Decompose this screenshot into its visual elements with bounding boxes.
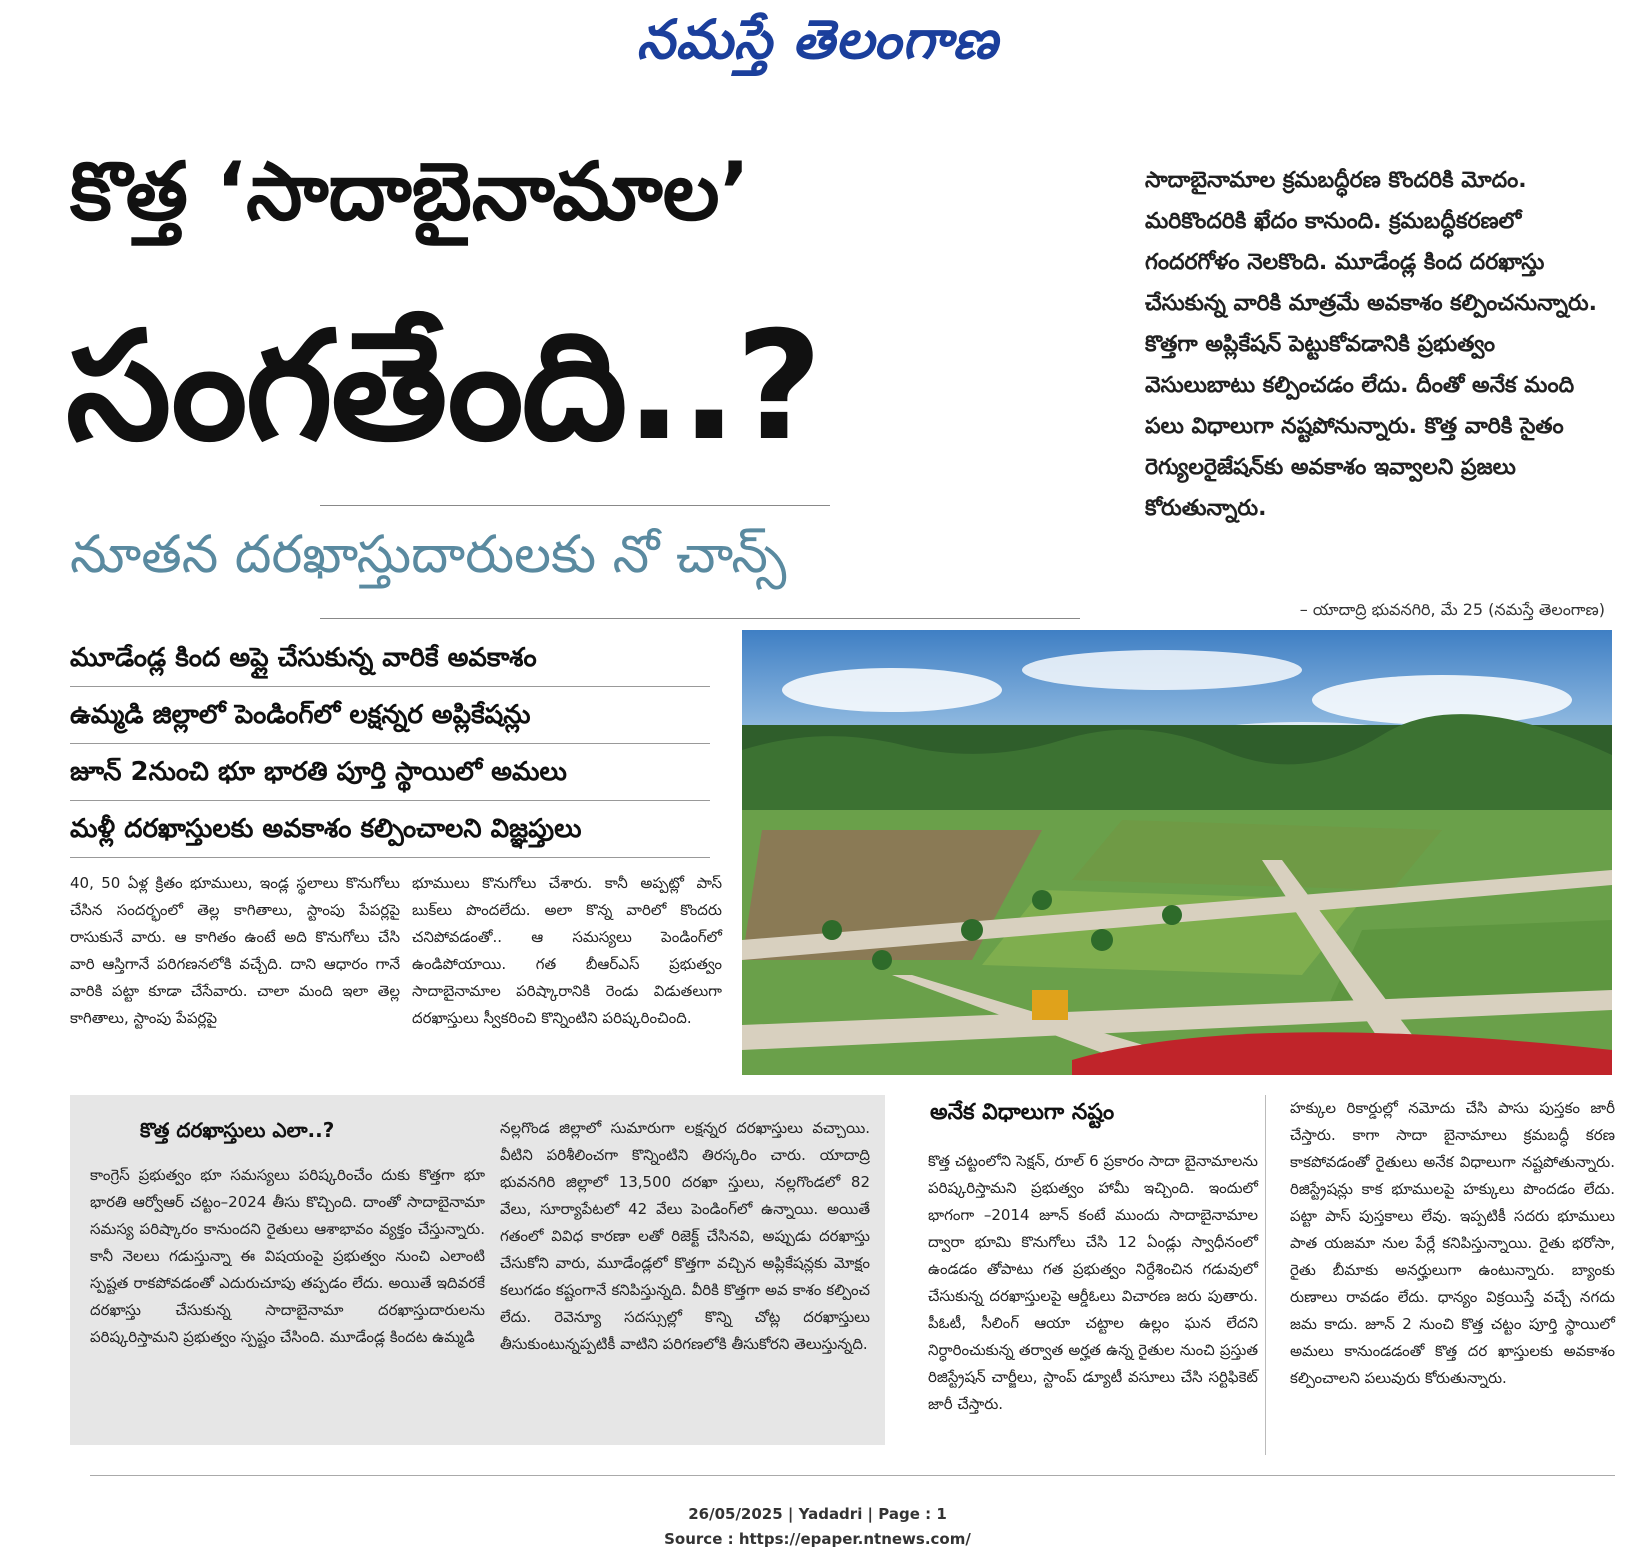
article-column: హక్కుల రికార్డుల్లో నమోదు చేసి పాసు పుస్తకం జారీ చేస్తారు. కాగా సాదా బైనామాలు క్రమబద్ధీ కరణ కాకపోవడంతో రైతులు అనేక విధాలుగా నష్టపోతున్నారు. రిజిస్ట్రేషన్లు కాక భూములపై హక్కులు పొందడం లేదు. పట్టా పాస్ పుస్తకాలు లేవు. ఇప్పటికీ సదరు భూములు పాత యజమా నుల పేర్లే కనిపిస్తున్నాయి. రైతు భరోసా, రైతు బీమాకు అనర్హులుగా ఉంటున్నారు. బ్యాంకు రుణాలు రావడం లేదు. ధాన్యం విక్రయిస్తే వచ్చే నగదు జమ కాదు. జూన్ 2 నుంచి కొత్త చట్టం పూర్తి స్థాయిలో అమలు కానుండడంతో కొత్త దర ఖాస్తులకు అవకాశం కల్పించాలని పలువురు కోరుతున్నారు. <box>1290 1099 1615 1387</box>
highlight-list <box>70 630 710 858</box>
footer-source: Source : https://epaper.ntnews.com/ <box>664 1530 971 1548</box>
headline-line1: కొత్త ‘సాదాబైనామాల’ <box>70 145 750 238</box>
footer-page-info: 26/05/2025 | Yadadri | Page : 1 <box>688 1505 947 1523</box>
photo-illustration <box>742 630 1612 1075</box>
highlight-item: ఉమ్మడి జిల్లాలో పెండింగ్‌లో లక్షన్నర అప్లికేషన్లు <box>70 687 710 744</box>
dateline: – యాదాద్రి భువనగిరి, మే 25 (నమస్తే తెలంగాణ) <box>1299 600 1605 619</box>
intro-paragraph: సాదాబైనామాల క్రమబద్ధీరణ కొందరికి మోదం. మరికొందరికి ఖేదం కానుంది. క్రమబద్ధీకరణలో గందరగోళం నెలకొంది. మూడేండ్ల కింద దరఖాస్తు చేసుకున్న వారికి మాత్రమే అవకాశం కల్పించనున్నారు. కొత్తగా అప్లికేషన్ పెట్టుకోవడానికి ప్రభుత్వం వెసులుబాటు కల్పించడం లేదు. దీంతో అనేక మంది పలు విధాలుగా నష్టపోనున్నారు. కొత్త వారికి సైతం రెగ్యులరైజేషన్‌కు అవకాశం ఇవ్వాలని ప్రజలు కోరుతున్నారు. <box>1145 168 1598 521</box>
highlight-item: మళ్లీ దరఖాస్తులకు అవకాశం కల్పించాలని విజ్ఞప్తులు <box>70 801 710 858</box>
section-title: అనేక విధాలుగా నష్టం <box>930 1100 1115 1125</box>
article-column: కొత్త చట్టంలోని సెక్షన్, రూల్ 6 ప్రకారం సాదా బైనామాలను పరిష్కరిస్తామని ప్రభుత్వం హామీ ఇచ్చింది. ఇందులో భాగంగా –2014 జూన్ కంటే ముందు సాదాబైనామాల ద్వారా భూమి కొనుగోలు చేసి 12 ఏండ్లు స్వాధీనంలో ఉండడం తోపాటు గత ప్రభుత్వం నిర్దేశించిన గడువులో చేసుకున్న దరఖాస్తులపై ఆర్డీఓలు విచారణ జరు పుతారు. పీఓటీ, సీలింగ్ ఆయా చట్టాల ఉల్లం ఘన లేదని నిర్ధారించుకున్న తర్వాత అర్హత ఉన్న రైతుల నుంచి ప్రస్తుత రిజిస్ట్రేషన్ చార్జీలు, స్టాంప్ డ్యూటీ వసూలు చేసి సర్టిఫికెట్ జారీ చేస్తారు. <box>928 1152 1258 1413</box>
masthead-logo: నమస్తే తెలంగాణ <box>636 8 999 71</box>
highlight-item: జూన్ 2నుంచి భూ భారతి పూర్తి స్థాయిలో అమలు <box>70 744 710 801</box>
footer-divider <box>90 1475 1615 1476</box>
box-title: కొత్త దరఖాస్తులు ఎలా..? <box>140 1118 335 1142</box>
column-divider <box>1265 1095 1266 1455</box>
article-column: భూములు కొనుగోలు చేశారు. కానీ అప్పట్లో పాస్ బుక్‌లు పొందలేదు. అలా కొన్న వారిలో కొందరు చనిపోవడంతో.. ఆ సమస్యలు పెండింగ్‌లో ఉండిపోయాయి. గత బీఆర్‌ఎస్ ప్రభుత్వం సాదాబైనామాల పరిష్కారానికి రెండు విడుతలుగా దరఖాస్తులు స్వీకరించి కొన్నింటిని పరిష్కరించింది. <box>412 874 722 1027</box>
article-column: 40, 50 ఏళ్ల క్రితం భూములు, ఇండ్ల స్థలాలు కొనుగోలు చేసిన సందర్భంలో తెల్ల కాగితాలు, స్టాంపు పేపర్లపై రాసుకునే వారు. ఆ కాగితం ఉంటే అది కొనుగోలు చేసి వారి ఆస్తిగానే పరిగణనలోకి వచ్చేది. దాని ఆధారం గానే వారికి పట్టా కూడా చేసేవారు. చాలా మంది ఇలా తెల్ల కాగితాలు, స్టాంపు పేపర్లపై <box>70 874 400 1027</box>
subheadline: నూతన దరఖాస్తుదారులకు నో చాన్స్ <box>70 525 787 585</box>
headline-line2: సంగతేంది..? <box>66 300 821 474</box>
landscape-photo <box>742 630 1612 1075</box>
highlight-item: మూడేండ్ల కింద అప్లై చేసుకున్న వారికే అవకాశం <box>70 630 710 687</box>
box-column: నల్లగొండ జిల్లాలో సుమారుగా లక్షన్నర దరఖాస్తులు వచ్చాయి. వీటిని పరిశీలించగా కొన్నింటిని తిరస్కరిం చారు. యాదాద్రి భువనగిరి జిల్లాలో 13,500 దరఖా స్తులు, నల్లగొండలో 82 వేలు, సూర్యాపేటలో 42 వేలు పెండింగ్‌లో ఉన్నాయి. అయితే గతంలో వివిధ కారణా లతో రిజెక్ట్ చేసినవి, అప్పుడు దరఖాస్తు చేసుకోని వారు, మూడేండ్లలో కొత్తగా వచ్చిన అప్లికేషన్లకు మోక్షం కలుగడం కష్టంగానే కనిపిస్తున్నది. వీరికి కొత్తగా అవ కాశం కల్పించ లేదు. రెవెన్యూ సదస్సుల్లో కొన్ని చోట్ల దరఖాస్తులు తీసుకుంటున్నప్పటికీ వాటిని పరిగణలోకి తీసుకోరని తెలుస్తున్నది. <box>500 1119 870 1353</box>
divider <box>320 618 1080 619</box>
box-column: కాంగ్రెస్ ప్రభుత్వం భూ సమస్యలు పరిష్కరించేం దుకు కొత్తగా భూ భారతి ఆర్వోఆర్ చట్టం–2024 తీసు కొచ్చింది. దాంతో సాదాబైనామా సమస్య పరిష్కారం కానుందని రైతులు ఆశాభావం వ్యక్తం చేస్తున్నారు. కానీ నెలలు గడుస్తున్నా ఈ విషయంపై ప్రభుత్వం నుంచి ఎలాంటి స్పష్టత రాకపోవడంతో ఎదురుచూపు తప్పడం లేదు. అయితే ఇదివరకే దరఖాస్తు చేసుకున్న సాదాబైనామా దరఖాస్తుదారులను పరిష్కరిస్తామని ప్రభుత్వం స్పష్టం చేసింది. మూడేండ్ల కిందట ఉమ్మడి <box>90 1166 485 1346</box>
divider <box>320 505 830 506</box>
